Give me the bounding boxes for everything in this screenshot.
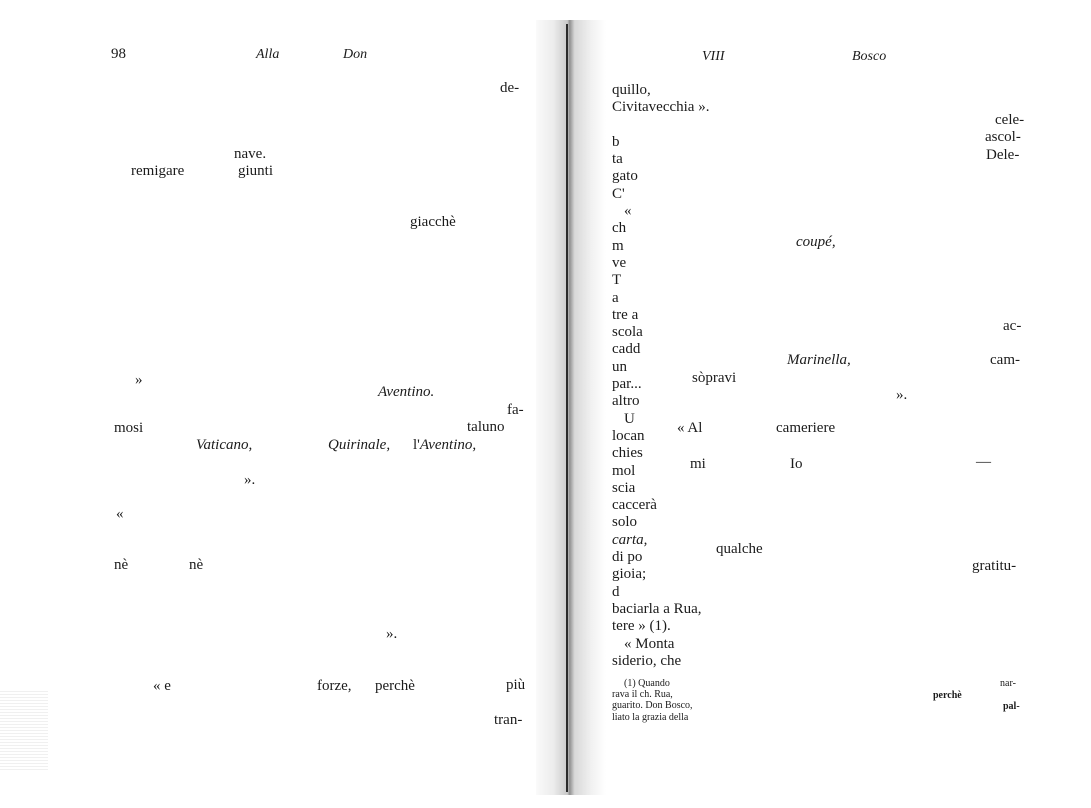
text-fragment-italic: Aventino. [378,384,435,400]
text-fragment: mosi [114,420,144,436]
text-fragment: sòpravi [692,370,737,386]
column-line: b [612,133,620,150]
column-line: a [612,289,619,306]
text-fragment: giunti [238,163,274,179]
column-line: C' [612,185,625,202]
text-fragment: remigare [131,163,185,179]
text-fragment: fa- [507,402,524,418]
column-line: chies [612,445,643,462]
column-line: carta, [612,531,648,548]
footnote-line: rava il ch. Rua, [612,689,673,701]
text-fragment: perchè [375,678,415,694]
running-title-left: Alla [256,47,280,62]
footnote-fragment: pal- [1003,701,1020,712]
column-line: par... [612,376,642,393]
column-line [612,117,709,134]
footnote-line: liato la grazia della [612,711,689,723]
column-line: solo [612,514,638,531]
text-fragment: ascol- [985,129,1021,145]
running-title-right: Don [343,47,368,62]
page-number: 98 [111,46,126,62]
book-spine-line [566,24,568,792]
column-line: Civitavecchia ». [612,99,710,116]
text-fragment: de- [500,80,520,96]
column-line: locan [612,427,645,444]
column-line: scola [612,324,643,341]
footnote [612,678,693,723]
footnote-fragment: perchè [933,690,962,701]
text-fragment: gratitu- [972,558,1017,574]
book-gutter-shadow [536,20,606,795]
column-line: gato [612,168,638,185]
text-fragment: Dele- [986,147,1020,163]
text-fragment: mi [690,456,706,472]
column-line: ch [612,220,627,237]
footnote-fragment: nar- [1000,678,1016,689]
text-fragment-italic: Marinella, [787,352,851,368]
column-line: m [612,237,624,254]
text-fragment: l'Aventino, [413,437,477,453]
column-line: baciarla a Rua, [612,600,702,617]
text-fragment: ac- [1003,318,1022,334]
text-fragment: « Al [677,420,703,436]
text-fragment: « [116,506,124,522]
column-line: un [612,358,627,375]
text-fragment: qualche [716,541,763,557]
text-fragment: cameriere [776,420,836,436]
running-title: Bosco [852,49,887,64]
text-fragment-italic: Quirinale, [328,437,391,453]
text-fragment: nè [114,557,129,573]
column-line: scia [612,479,636,496]
column-line: tere » (1). [612,618,671,635]
text-fragment: più [506,677,526,693]
column-line: tre a [612,306,639,323]
text-fragment-italic: Vaticano, [196,437,253,453]
text-fragment: taluno [467,419,505,435]
column-line: ta [612,151,623,168]
text-fragment: forze, [317,678,352,694]
column-line: ve [612,254,627,271]
text-fragment: « e [153,678,171,694]
column-line: U [624,410,635,427]
column-line: quillo, [612,82,651,98]
column-line: gioia; [612,566,647,583]
column-line: « Monta [624,635,675,652]
column-line: cadd [612,341,641,358]
text-fragment: ». [386,626,398,642]
text-fragment: tran- [494,712,523,728]
column-line: siderio, che [612,652,682,669]
text-fragment: cam- [990,352,1020,368]
text-fragment: » [135,372,143,388]
text-fragment: Io [790,456,803,472]
column-line: caccerà [612,497,657,514]
text-fragment-italic: coupé, [796,234,836,250]
column-line: T [612,272,622,289]
chapter-heading: VIII [702,49,725,64]
text-fragment: ». [244,472,256,488]
text-fragment: ». [896,387,908,403]
text-fragment: giacchè [410,214,456,230]
column-line: di po [612,549,643,566]
footnote-line: guarito. Don Bosco, [612,700,693,712]
column-line: d [612,583,620,600]
text-fragment: — [976,454,991,470]
scan-noise [0,690,48,770]
text-fragment: nè [189,557,204,573]
column-line: « [624,203,632,220]
column-line: altro [612,393,640,410]
column-line: mol [612,462,636,479]
text-fragment: cele- [995,112,1025,128]
text-fragment: nave. [234,146,267,162]
footnote-line: (1) Quando [624,678,670,689]
